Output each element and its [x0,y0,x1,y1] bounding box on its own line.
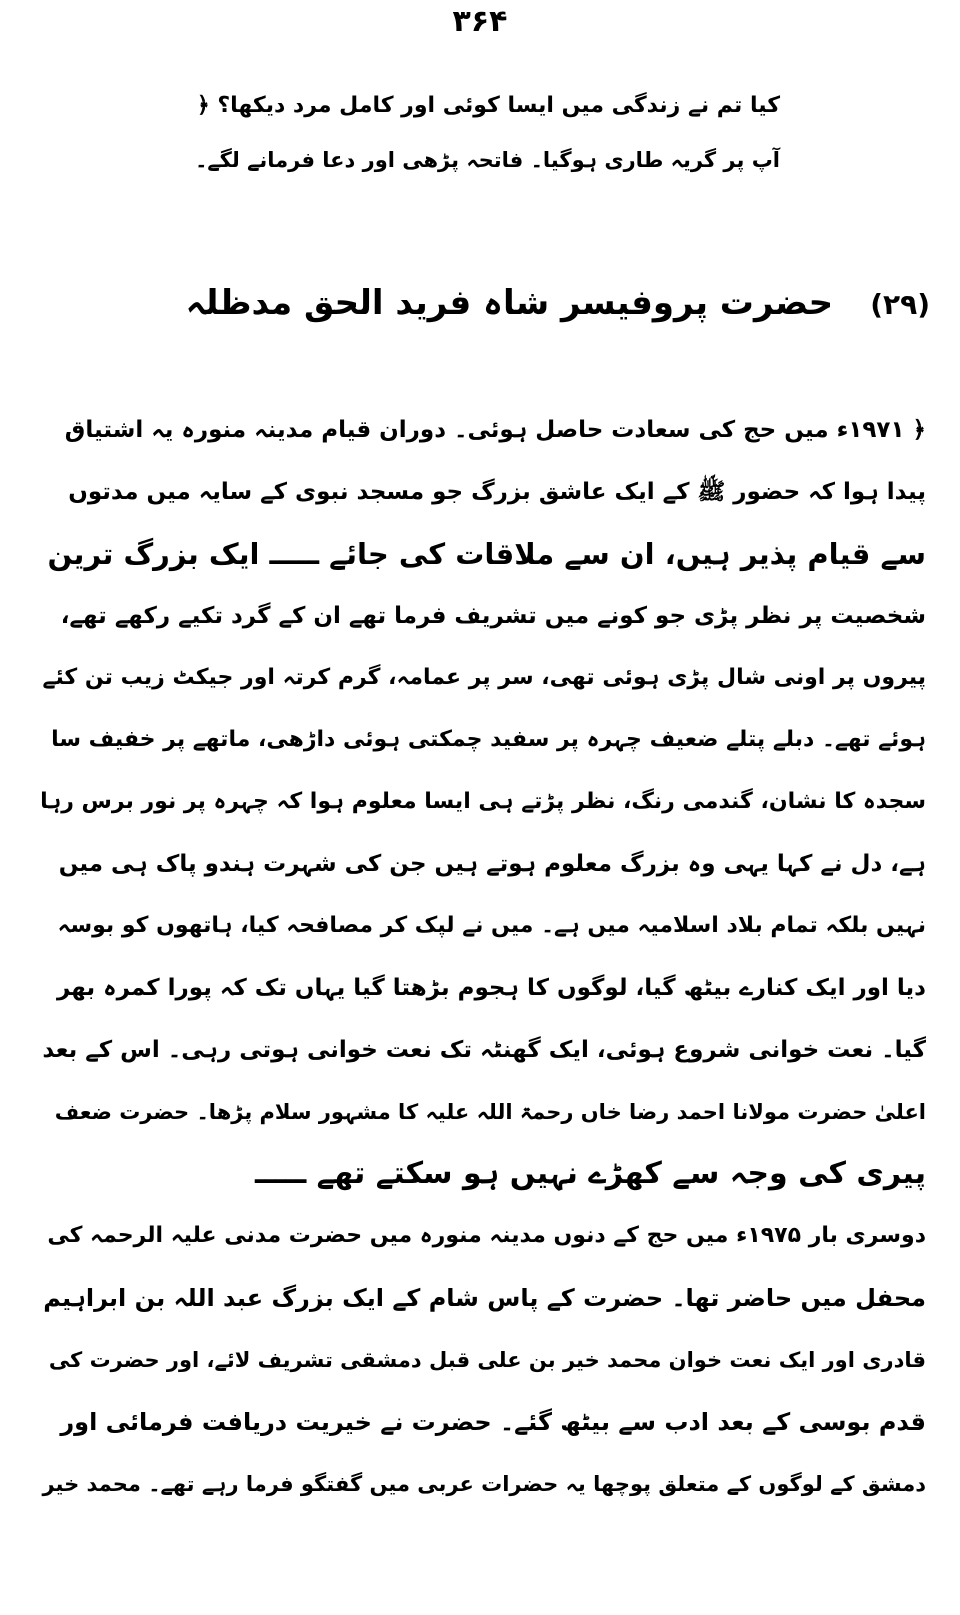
body-line: قدم بوسی کے بعد ادب سے بیٹھ گئے۔ حضرت نے خیریت دریافت فرمائی اور [60,1408,926,1436]
section-heading [186,282,930,323]
body-line: ہوئے تھے۔ دبلے پتلے ضعیف چہرہ پر سفید چمکتی ہوئی داڑھی، ماتھے پر خفیف سا [51,727,926,752]
body-line: نہیں بلکہ تمام بلاد اسلامیہ میں ہے۔ میں نے لپک کر مصافحہ کیا، ہاتھوں کو بوسہ [57,913,926,938]
body-line: سجدہ کا نشان، گندمی رنگ، نظر پڑتے ہی ایسا معلوم ہوا کہ چہرہ پر نور برس رہا [40,789,926,814]
body-line: دیا اور ایک کنارے بیٹھ گیا، لوگوں کا ہجوم بڑھتا گیا یہاں تک کہ پورا کمرہ بھر [56,975,926,1001]
body-line: دوسری بار ۱۹۷۵ء میں حج کے دنوں مدینہ منورہ میں حضرت مدنی علیہ الرحمہ کی [47,1223,926,1248]
body-line: قادری اور ایک نعت خوان محمد خیر بن علی قبل دمشقی تشریف لائے، اور حضرت کی [48,1348,926,1372]
body-line: محفل میں حاضر تھا۔ حضرت کے پاس شام کے ایک بزرگ عبد اللہ بن ابراہیم [43,1284,926,1312]
section-number: (۲۹) [870,288,930,321]
body-line: سے قیام پذیر ہیں، ان سے ملاقات کی جائے ـــــ ایک بزرگ ترین [47,537,926,571]
page-number: ۳۶۴ [452,4,508,39]
body-line: ﴿ ۱۹۷۱ء میں حج کی سعادت حاصل ہوئی۔ دوران قیام مدینہ منورہ یہ اشتیاق [64,417,926,443]
body-line: ہے، دل نے کہا یہی وہ بزرگ معلوم ہوتے ہیں جن کی شہرت ہندو پاک ہی میں [58,851,926,877]
body-line: اعلیٰ حضرت مولانا احمد رضا خاں رحمۃ اللہ علیہ کا مشہور سلام پڑھا۔ حضرت ضعف [54,1100,926,1124]
intro-line: آپ پر گریہ طاری ہوگیا۔ فاتحہ پڑھی اور دعا فرمانے لگے۔ [195,148,780,172]
body-line: گیا۔ نعت خوانی شروع ہوئی، ایک گھنٹہ تک نعت خوانی ہوتی رہی۔ اس کے بعد [42,1037,926,1063]
body-line: دمشق کے لوگوں کے متعلق پوچھا یہ حضرات عربی میں گفتگو فرما رہے تھے۔ محمد خیر [42,1472,926,1496]
section-title: حضرت پروفیسر شاہ فرید الحق مدظلہ [185,283,834,323]
intro-line: کیا تم نے زندگی میں ایسا کوئی اور کامل مرد دیکھا؟ ﴿ [196,93,780,118]
body-line: پیدا ہوا کہ حضور ﷺ کے ایک عاشق بزرگ جو مسجد نبوی کے سایہ میں مدتوں [68,479,926,505]
body-line: پیری کی وجہ سے کھڑے نہیں ہو سکتے تھے ـــــ [254,1156,926,1191]
body-line: پیروں پر اونی شال پڑی ہوئی تھی، سر پر عمامہ، گرم کرتہ اور جیکٹ زیب تن کئے [42,665,926,690]
body-line: شخصیت پر نظر پڑی جو کونے میں تشریف فرما تھے ان کے گرد تکیے رکھے تھے، [60,603,926,629]
